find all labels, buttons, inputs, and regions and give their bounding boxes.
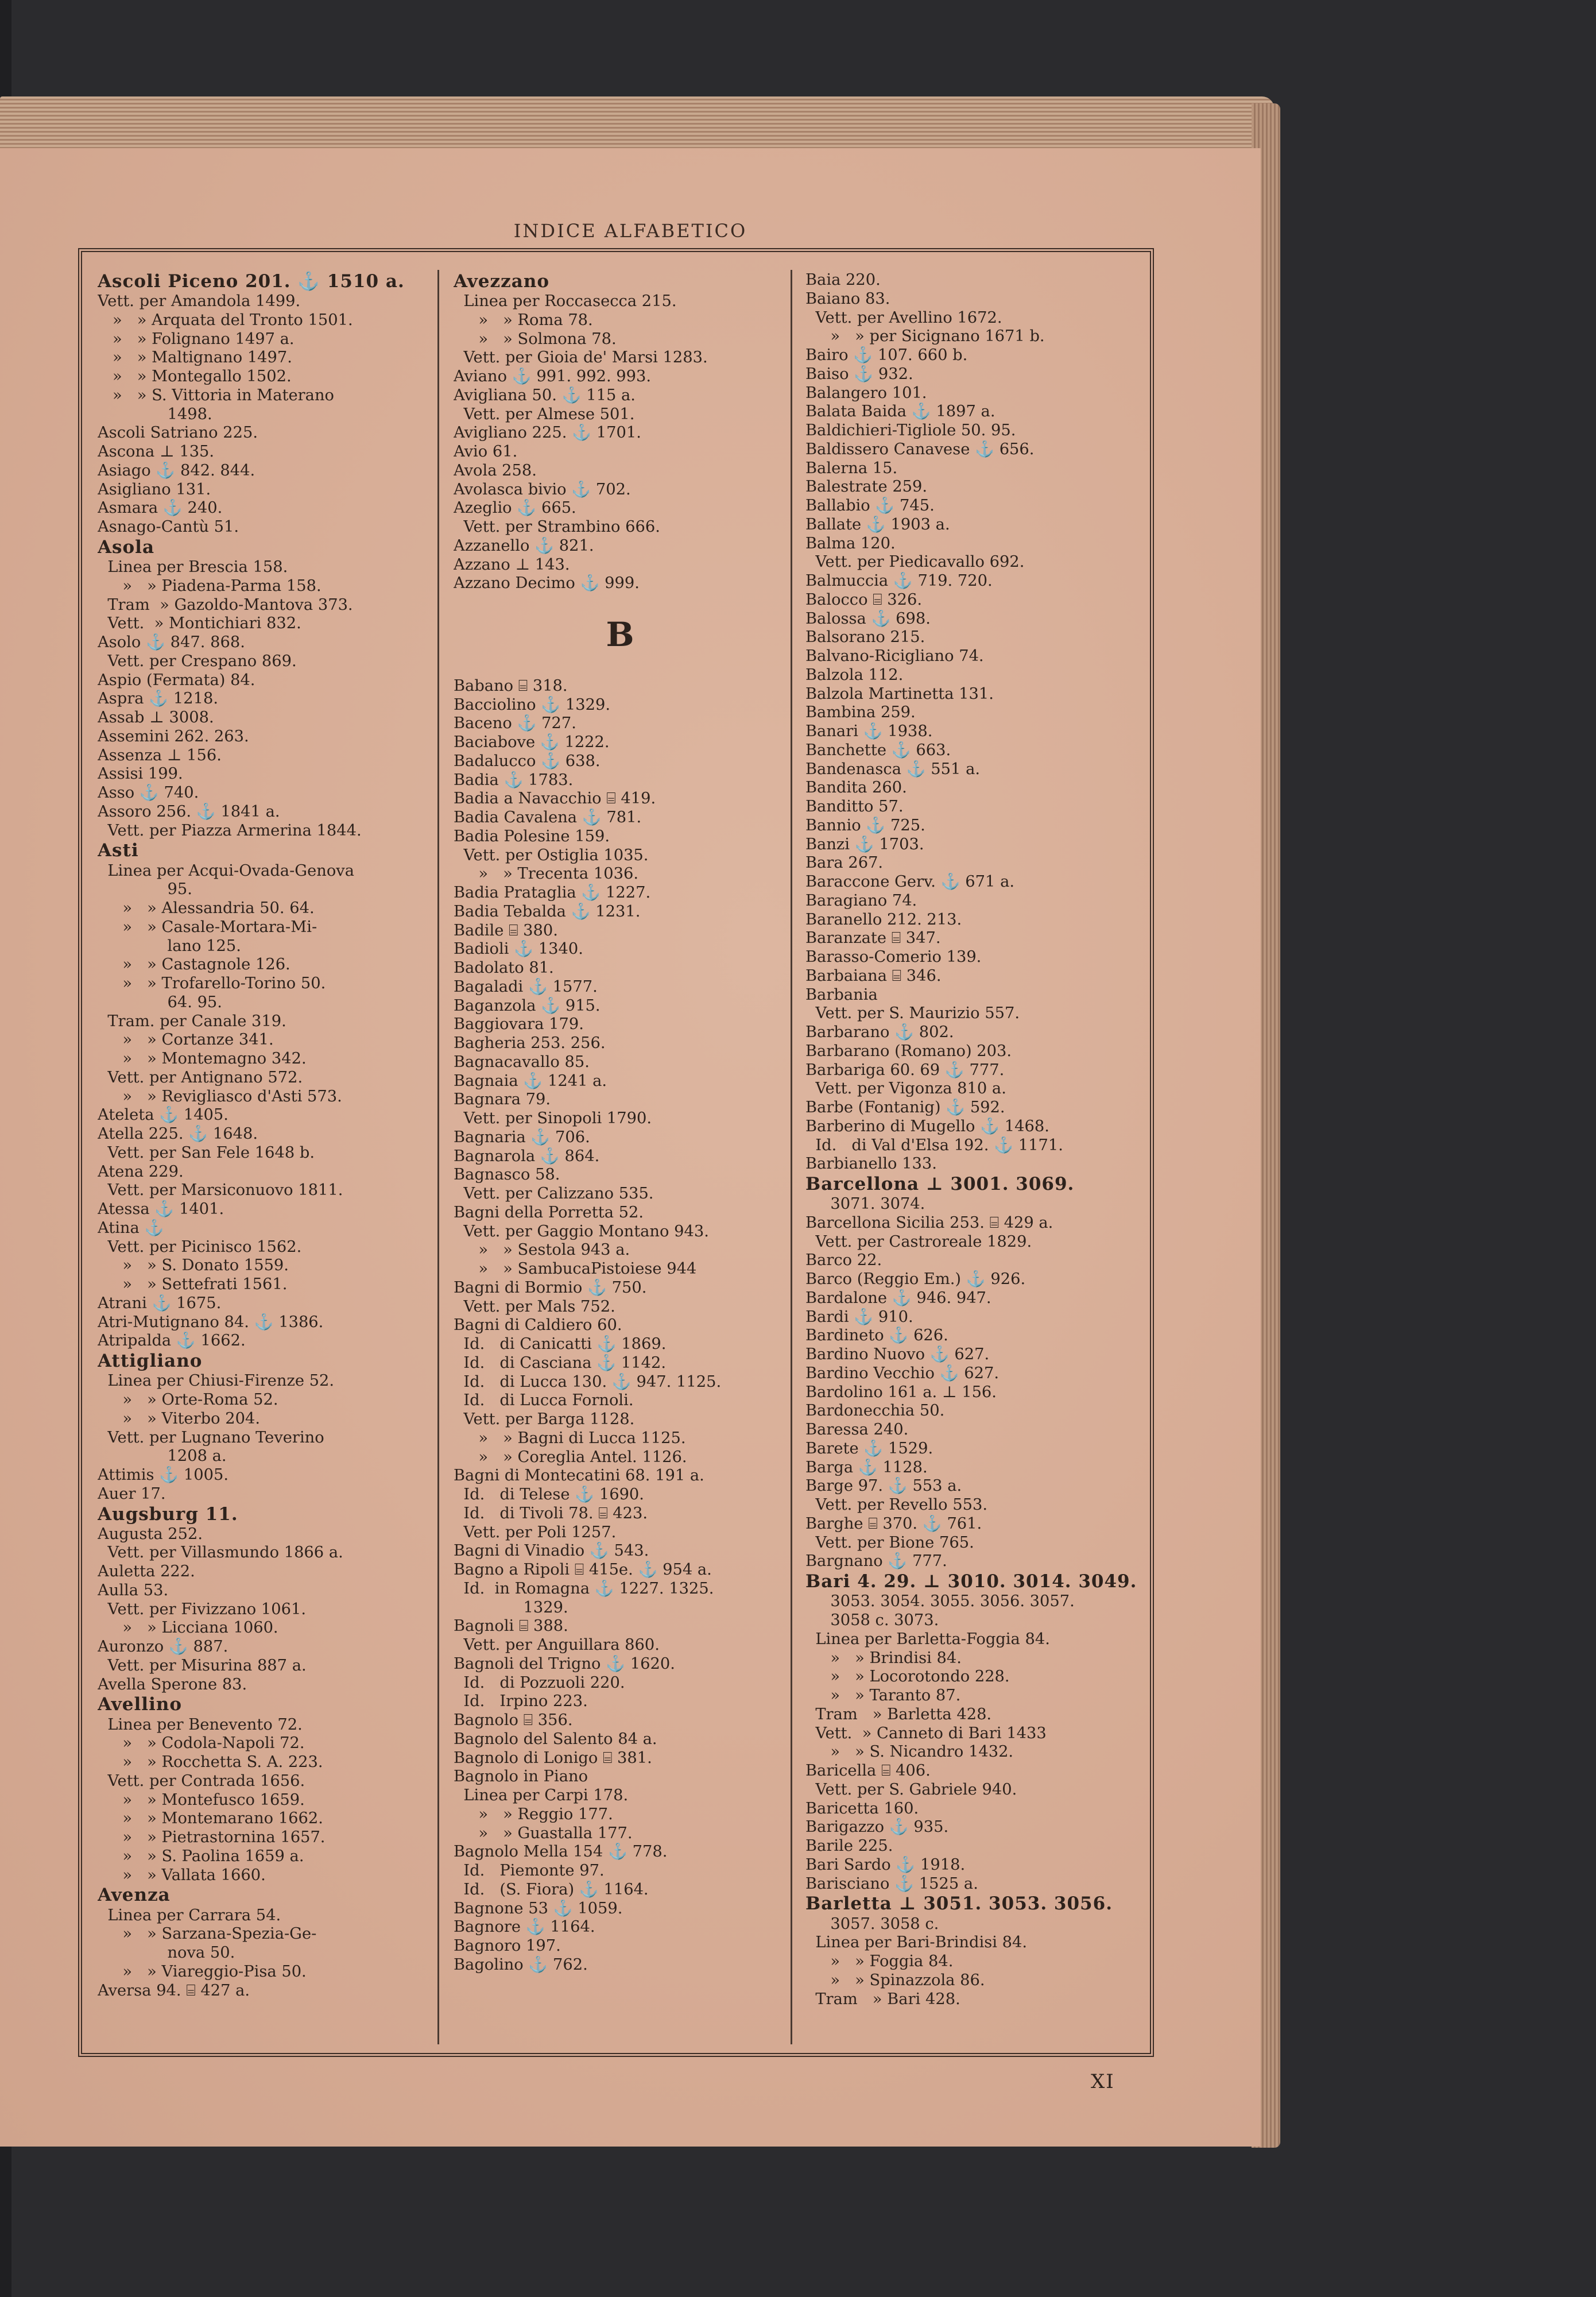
index-entry: Avigliana 50. ⚓ 115 a. bbox=[454, 386, 636, 404]
index-entry: Barbarano ⚓ 802. bbox=[805, 1023, 954, 1041]
index-entry: » » Folignano 1497 a. bbox=[98, 330, 295, 348]
index-entry: Banchette ⚓ 663. bbox=[805, 741, 951, 759]
index-entry: Vett. per Revello 553. bbox=[805, 1496, 987, 1514]
index-entry: Bardino Vecchio ⚓ 627. bbox=[805, 1364, 1000, 1382]
index-entry: Balvano-Ricigliano 74. bbox=[805, 647, 984, 665]
index-entry: Vett. per Antignano 572. bbox=[98, 1068, 303, 1086]
index-entry: Ateleta ⚓ 1405. bbox=[98, 1106, 228, 1124]
index-entry: Linea per Brescia 158. bbox=[98, 558, 288, 577]
index-entry: Avolasca bivio ⚓ 702. bbox=[454, 480, 631, 498]
index-entry: Balmuccia ⚓ 719. 720. bbox=[805, 572, 993, 590]
index-entry: » » Arquata del Tronto 1501. bbox=[98, 311, 353, 329]
index-entry: Vett. per Castroreale 1829. bbox=[805, 1232, 1032, 1251]
index-entry: Asso ⚓ 740. bbox=[98, 784, 199, 802]
index-entry: Vett. per Barga 1128. bbox=[454, 1410, 635, 1429]
index-entry: » » Montemarano 1662. bbox=[98, 1809, 323, 1828]
index-entry: Azzanello ⚓ 821. bbox=[454, 536, 594, 555]
index-entry: Atina ⚓ bbox=[98, 1219, 164, 1237]
index-entry: Assab ⊥ 3008. bbox=[98, 709, 214, 727]
index-entry: » » Viterbo 204. bbox=[98, 1409, 260, 1428]
index-entry: Barbianello 133. bbox=[805, 1155, 937, 1173]
index-entry: Id. (S. Fiora) ⚓ 1164. bbox=[454, 1880, 649, 1898]
index-entry: Bagnacavallo 85. bbox=[454, 1053, 590, 1071]
index-entry: Vett. per Picinisco 1562. bbox=[98, 1238, 302, 1256]
index-entry: Bargnano ⚓ 777. bbox=[805, 1552, 947, 1571]
index-entry: Bagni della Porretta 52. bbox=[454, 1203, 644, 1221]
column-divider bbox=[437, 270, 439, 2044]
index-entry: » » Roma 78. bbox=[454, 311, 593, 329]
index-entry: Vett. per Contrada 1656. bbox=[98, 1772, 305, 1790]
index-entry: » » Reggio 177. bbox=[454, 1805, 613, 1823]
index-entry: Aulla 53. bbox=[98, 1581, 169, 1599]
index-entry: Id. di Telese ⚓ 1690. bbox=[454, 1486, 644, 1504]
index-entry: Balsorano 215. bbox=[805, 628, 925, 647]
index-entry: Linea per Bari-Brindisi 84. bbox=[805, 1933, 1028, 1952]
index-entry: » » Bagni di Lucca 1125. bbox=[454, 1429, 686, 1447]
index-entry: Asiago ⚓ 842. 844. bbox=[98, 461, 255, 479]
index-entry: » » Codola-Napoli 72. bbox=[98, 1734, 305, 1753]
index-entry: Balangero 101. bbox=[805, 384, 927, 402]
index-headword: Barletta ⊥ 3051. 3053. 3056. bbox=[805, 1893, 1113, 1915]
index-entry: » » S. Vittoria in Materano bbox=[98, 386, 334, 404]
index-entry: Aspra ⚓ 1218. bbox=[98, 690, 219, 708]
index-entry: Barbania bbox=[805, 985, 878, 1004]
index-entry: Bardi ⚓ 910. bbox=[805, 1308, 913, 1326]
index-entry: Balestrate 259. bbox=[805, 478, 928, 496]
index-entry: Baranzate ⌸ 347. bbox=[805, 929, 941, 948]
index-entry: Baricella ⌸ 406. bbox=[805, 1762, 931, 1780]
index-entry: Atripalda ⚓ 1662. bbox=[98, 1332, 246, 1350]
index-entry: Vett. per Almese 501. bbox=[454, 405, 635, 423]
index-entry: Badia ⚓ 1783. bbox=[454, 771, 574, 789]
index-entry: Balma 120. bbox=[805, 534, 896, 552]
index-headword: Asti bbox=[98, 840, 139, 861]
index-entry: Linea per Acqui-Ovada-Genova bbox=[98, 861, 354, 880]
index-entry: » » Viareggio-Pisa 50. bbox=[98, 1962, 307, 1981]
index-entry: » » Spinazzola 86. bbox=[805, 1971, 985, 1989]
index-entry: Aspio (Fermata) 84. bbox=[98, 671, 255, 689]
index-entry: 1498. bbox=[98, 405, 212, 423]
index-entry: » » Montefusco 1659. bbox=[98, 1791, 305, 1809]
index-entry: » » Trofarello-Torino 50. bbox=[98, 975, 326, 993]
index-entry: » » Vallata 1660. bbox=[98, 1866, 266, 1884]
index-headword: Bari 4. 29. ⊥ 3010. 3014. 3049. bbox=[805, 1571, 1137, 1592]
index-entry: 3057. 3058 c. bbox=[805, 1915, 939, 1933]
index-entry: Bandenasca ⚓ 551 a. bbox=[805, 760, 981, 778]
index-entry: Vett. per Gaggio Montano 943. bbox=[454, 1222, 709, 1240]
index-entry: Bagno a Ripoli ⌸ 415e. ⚓ 954 a. bbox=[454, 1561, 712, 1579]
index-entry: Barile 225. bbox=[805, 1837, 893, 1855]
column-divider bbox=[791, 270, 792, 2044]
index-entry: Azzano ⊥ 143. bbox=[454, 555, 570, 574]
index-entry: Bardino Nuovo ⚓ 627. bbox=[805, 1345, 990, 1364]
index-entry: Attimis ⚓ 1005. bbox=[98, 1466, 229, 1484]
index-headword: Barcellona ⊥ 3001. 3069. bbox=[805, 1174, 1075, 1194]
index-entry: Bagnaia ⚓ 1241 a. bbox=[454, 1072, 607, 1090]
index-entry: Linea per Carrara 54. bbox=[98, 1906, 281, 1924]
index-entry: Babano ⌸ 318. bbox=[454, 676, 568, 695]
index-entry: Badile ⌸ 380. bbox=[454, 921, 558, 939]
index-entry: » » Brindisi 84. bbox=[805, 1649, 962, 1667]
index-headword: Asola bbox=[98, 536, 155, 558]
index-headword: Avezzano bbox=[454, 271, 550, 292]
index-headword: Augsburg 11. bbox=[98, 1503, 238, 1525]
index-entry: Bannio ⚓ 725. bbox=[805, 816, 925, 834]
index-entry: » » Trecenta 1036. bbox=[454, 865, 638, 883]
index-entry: Barigazzo ⚓ 935. bbox=[805, 1818, 949, 1836]
index-entry: Bardolino 161 a. ⊥ 156. bbox=[805, 1383, 997, 1401]
index-headword: Ascoli Piceno 201. ⚓ 1510 a. bbox=[98, 271, 405, 292]
index-entry: Bagheria 253. 256. bbox=[454, 1034, 606, 1053]
index-entry: Balocco ⌸ 326. bbox=[805, 590, 923, 609]
index-entry: Avella Sperone 83. bbox=[98, 1675, 247, 1693]
index-entry: Tram » Bari 428. bbox=[805, 1990, 960, 2008]
index-entry: Bagaladi ⚓ 1577. bbox=[454, 977, 598, 996]
index-entry: Bambina 259. bbox=[805, 703, 916, 722]
index-entry: Auletta 222. bbox=[98, 1563, 195, 1581]
index-entry: Vett. per Avellino 1672. bbox=[805, 308, 1002, 327]
index-entry: Balerna 15. bbox=[805, 459, 898, 477]
index-entry: Baranello 212. 213. bbox=[805, 910, 962, 929]
index-entry: Ascona ⊥ 135. bbox=[98, 443, 215, 461]
index-entry: » » Taranto 87. bbox=[805, 1687, 961, 1705]
index-entry: Bagnasco 58. bbox=[454, 1166, 560, 1184]
index-entry: Avigliano 225. ⚓ 1701. bbox=[454, 424, 641, 442]
index-entry: Barasso-Comerio 139. bbox=[805, 948, 982, 966]
index-entry: Tram » Barletta 428. bbox=[805, 1705, 992, 1723]
book-page-edges-top bbox=[0, 96, 1275, 154]
index-entry: » » S. Nicandro 1432. bbox=[805, 1743, 1014, 1761]
index-entry: Badia a Navacchio ⌸ 419. bbox=[454, 790, 656, 808]
index-entry: » » Cortanze 341. bbox=[98, 1031, 274, 1049]
index-entry: Azeglio ⚓ 665. bbox=[454, 499, 576, 517]
index-entry: Baggiovara 179. bbox=[454, 1015, 584, 1034]
index-entry: Ballate ⚓ 1903 a. bbox=[805, 515, 950, 533]
index-entry: Vett. per S. Gabriele 940. bbox=[805, 1780, 1017, 1799]
index-entry: Vett. » Montichiari 832. bbox=[98, 614, 301, 633]
index-entry: Baiso ⚓ 932. bbox=[805, 365, 913, 383]
index-entry: Auer 17. bbox=[98, 1484, 166, 1503]
index-entry: Vett. per Poli 1257. bbox=[454, 1523, 617, 1541]
index-entry: 3071. 3074. bbox=[805, 1195, 925, 1213]
index-entry: Id. di Val d'Elsa 192. ⚓ 1171. bbox=[805, 1136, 1063, 1154]
index-entry: Bagnoli ⌸ 388. bbox=[454, 1617, 568, 1635]
index-entry: 64. 95. bbox=[98, 993, 222, 1011]
index-entry: Vett. per Marsiconuovo 1811. bbox=[98, 1181, 343, 1200]
index-entry: Vett. per Piazza Armerina 1844. bbox=[98, 821, 362, 840]
index-entry: Baldichieri-Tigliole 50. 95. bbox=[805, 421, 1016, 439]
index-entry: Bagnarola ⚓ 864. bbox=[454, 1147, 600, 1165]
index-entry: Atri-Mutignano 84. ⚓ 1386. bbox=[98, 1313, 324, 1331]
index-entry: Linea per Barletta-Foggia 84. bbox=[805, 1630, 1050, 1648]
index-entry: Bagnolo in Piano bbox=[454, 1768, 588, 1786]
index-entry: » » Pietrastornina 1657. bbox=[98, 1828, 326, 1847]
index-entry: Id. di Casciana ⚓ 1142. bbox=[454, 1354, 667, 1372]
index-entry: Assemini 262. 263. bbox=[98, 727, 249, 745]
index-entry: Bagnaria ⚓ 706. bbox=[454, 1128, 590, 1146]
index-entry: Barbariga 60. 69 ⚓ 777. bbox=[805, 1061, 1005, 1079]
index-entry: Badioli ⚓ 1340. bbox=[454, 940, 583, 958]
index-entry: Vett. per Sinopoli 1790. bbox=[454, 1109, 652, 1128]
index-entry: » » Orte-Roma 52. bbox=[98, 1391, 278, 1409]
index-entry: Baiano 83. bbox=[805, 289, 890, 308]
index-entry: » » Casale-Mortara-Mi- bbox=[98, 918, 317, 936]
index-entry: Atella 225. ⚓ 1648. bbox=[98, 1125, 258, 1143]
index-entry: Bagnara 79. bbox=[454, 1091, 551, 1109]
index-entry: Id. di Tivoli 78. ⌸ 423. bbox=[454, 1504, 648, 1522]
index-entry: Atrani ⚓ 1675. bbox=[98, 1294, 222, 1312]
index-entry: Badia Polesine 159. bbox=[454, 827, 610, 845]
index-entry: Baressa 240. bbox=[805, 1421, 909, 1439]
index-entry: Barete ⚓ 1529. bbox=[805, 1439, 933, 1457]
index-entry: Badalucco ⚓ 638. bbox=[454, 752, 601, 770]
index-entry: Bairo ⚓ 107. 660 b. bbox=[805, 346, 968, 364]
index-entry: Vett. per Gioia de' Marsi 1283. bbox=[454, 349, 708, 367]
index-entry: 1329. bbox=[454, 1598, 568, 1617]
index-entry: Vett. per Mals 752. bbox=[454, 1297, 615, 1316]
index-entry: » » Licciana 1060. bbox=[98, 1619, 278, 1637]
index-entry: Vett. per Ostiglia 1035. bbox=[454, 846, 649, 864]
index-entry: » » S. Paolina 1659 a. bbox=[98, 1847, 304, 1865]
index-entry: Linea per Benevento 72. bbox=[98, 1715, 303, 1734]
index-entry: Bardineto ⚓ 626. bbox=[805, 1327, 948, 1345]
index-entry: Bagni di Montecatini 68. 191 a. bbox=[454, 1467, 704, 1485]
index-entry: Vett. per Strambino 666. bbox=[454, 518, 660, 536]
index-entry: Vett. per Anguillara 860. bbox=[454, 1636, 660, 1654]
index-entry: Barbe (Fontanig) ⚓ 592. bbox=[805, 1099, 1005, 1116]
index-entry: Asigliano 131. bbox=[98, 480, 211, 498]
index-entry: Badia Cavalena ⚓ 781. bbox=[454, 809, 642, 827]
index-entry: Avola 258. bbox=[454, 461, 537, 479]
index-entry: Vett. » Canneto di Bari 1433 bbox=[805, 1724, 1047, 1742]
index-entry: Vett. per Fivizzano 1061. bbox=[98, 1600, 307, 1618]
index-entry: Bagnoro 197. bbox=[454, 1937, 561, 1955]
index-entry: Bagnolo Mella 154 ⚓ 778. bbox=[454, 1843, 668, 1861]
index-headword: Avellino bbox=[98, 1694, 183, 1715]
index-headword: Avenza bbox=[98, 1885, 171, 1906]
index-entry: Avio 61. bbox=[454, 443, 518, 461]
index-entry: Tram » Gazoldo-Mantova 373. bbox=[98, 595, 353, 614]
index-entry: Id. di Lucca 130. ⚓ 947. 1125. bbox=[454, 1372, 722, 1391]
index-entry: Barghe ⌸ 370. ⚓ 761. bbox=[805, 1514, 982, 1533]
index-headword: Attigliano bbox=[98, 1351, 203, 1372]
index-entry: Bagni di Bormio ⚓ 750. bbox=[454, 1278, 647, 1297]
index-entry: Vett. per Crespano 869. bbox=[98, 652, 297, 670]
index-entry: Badolato 81. bbox=[454, 959, 554, 977]
index-entry: Bagnoli del Trigno ⚓ 1620. bbox=[454, 1654, 675, 1673]
index-column-2 bbox=[454, 271, 787, 2040]
index-entry: » » Solmona 78. bbox=[454, 330, 617, 348]
index-entry: Ballabio ⚓ 745. bbox=[805, 497, 935, 515]
page-number: XI bbox=[1091, 2070, 1115, 2093]
index-entry: Asnago-Cantù 51. bbox=[98, 518, 239, 536]
index-column-3 bbox=[805, 271, 1147, 2040]
index-entry: Bagnore ⚓ 1164. bbox=[454, 1918, 595, 1936]
index-entry: Barco (Reggio Em.) ⚓ 926. bbox=[805, 1270, 1026, 1289]
index-entry: » » Sestola 943 a. bbox=[454, 1241, 630, 1259]
index-entry: Bacciolino ⚓ 1329. bbox=[454, 695, 611, 714]
index-entry: Vett. per Bione 765. bbox=[805, 1533, 974, 1552]
index-entry: » » Montemagno 342. bbox=[98, 1050, 307, 1068]
index-entry: Bagni di Caldiero 60. bbox=[454, 1316, 622, 1335]
index-entry: Bagnone 53 ⚓ 1059. bbox=[454, 1899, 623, 1917]
index-entry: Baciabove ⚓ 1222. bbox=[454, 733, 610, 752]
index-entry: Atessa ⚓ 1401. bbox=[98, 1200, 224, 1219]
index-entry: Linea per Roccasecca 215. bbox=[454, 292, 677, 311]
index-entry: Ascoli Satriano 225. bbox=[98, 424, 258, 442]
index-entry: Baraccone Gerv. ⚓ 671 a. bbox=[805, 873, 1015, 891]
index-entry: Asmara ⚓ 240. bbox=[98, 499, 223, 517]
index-entry: Barga ⚓ 1128. bbox=[805, 1458, 928, 1476]
index-entry: Atena 229. bbox=[98, 1162, 184, 1181]
index-entry: Baganzola ⚓ 915. bbox=[454, 996, 601, 1015]
index-entry: Id. Irpino 223. bbox=[454, 1692, 588, 1711]
index-entry: Balata Baida ⚓ 1897 a. bbox=[805, 403, 995, 421]
index-entry: Balzola Martinetta 131. bbox=[805, 685, 994, 703]
index-entry: Vett. per Calizzano 535. bbox=[454, 1185, 654, 1203]
index-entry: » » SambucaPistoiese 944 bbox=[454, 1260, 697, 1278]
index-entry: » » S. Donato 1559. bbox=[98, 1256, 289, 1275]
index-entry: Aversa 94. ⌸ 427 a. bbox=[98, 1981, 250, 2000]
index-entry: Balzola 112. bbox=[805, 666, 904, 684]
index-entry: Bandita 260. bbox=[805, 779, 907, 797]
index-entry: » » Locorotondo 228. bbox=[805, 1668, 1010, 1686]
index-entry: Vett. per Villasmundo 1866 a. bbox=[98, 1544, 343, 1562]
index-entry: Baldissero Canavese ⚓ 656. bbox=[805, 440, 1035, 458]
index-entry: 3053. 3054. 3055. 3056. 3057. bbox=[805, 1592, 1075, 1611]
index-entry: Banditto 57. bbox=[805, 798, 904, 815]
index-entry: » » Settefrati 1561. bbox=[98, 1275, 288, 1294]
index-entry: Vett. per Vigonza 810 a. bbox=[805, 1080, 1006, 1098]
index-entry: Tram. per Canale 319. bbox=[98, 1012, 286, 1030]
index-entry: lano 125. bbox=[98, 937, 241, 955]
index-entry: Linea per Carpi 178. bbox=[454, 1786, 629, 1805]
index-entry: 95. bbox=[98, 880, 192, 899]
index-entry: Banari ⚓ 1938. bbox=[805, 722, 933, 740]
index-entry: Id. Piemonte 97. bbox=[454, 1862, 605, 1880]
index-entry: Barcellona Sicilia 253. ⌸ 429 a. bbox=[805, 1213, 1053, 1232]
index-entry: Vett. per S. Maurizio 557. bbox=[805, 1004, 1020, 1023]
index-entry: » » Coreglia Antel. 1126. bbox=[454, 1448, 687, 1466]
index-entry: Vett. per Piedicavallo 692. bbox=[805, 553, 1025, 571]
index-entry: Azzano Decimo ⚓ 999. bbox=[454, 574, 640, 593]
index-entry: » » per Sicignano 1671 b. bbox=[805, 327, 1045, 346]
index-entry: Baia 220. bbox=[805, 271, 881, 289]
index-entry: Id. di Pozzuoli 220. bbox=[454, 1673, 625, 1692]
index-entry: Barbarano (Romano) 203. bbox=[805, 1042, 1012, 1060]
index-entry: Asolo ⚓ 847. 868. bbox=[98, 633, 245, 652]
index-entry: 1208 a. bbox=[98, 1447, 227, 1465]
index-entry: Assisi 199. bbox=[98, 765, 183, 783]
index-entry: Bagnolo ⌸ 356. bbox=[454, 1711, 573, 1730]
index-entry: Augusta 252. bbox=[98, 1525, 203, 1543]
index-entry: Bardalone ⚓ 946. 947. bbox=[805, 1289, 991, 1307]
index-entry: Vett. per Lugnano Teverino bbox=[98, 1428, 324, 1447]
index-entry: Baricetta 160. bbox=[805, 1799, 919, 1818]
index-entry: Bagolino ⚓ 762. bbox=[454, 1955, 588, 1974]
index-column-1 bbox=[98, 271, 433, 2040]
index-entry: Aviano ⚓ 991. 992. 993. bbox=[454, 368, 652, 386]
index-entry: Id. di Lucca Fornoli. bbox=[454, 1391, 634, 1410]
index-entry: » » Montegallo 1502. bbox=[98, 368, 292, 386]
index-entry: Auronzo ⚓ 887. bbox=[98, 1638, 228, 1656]
index-entry: Bagnolo del Salento 84 a. bbox=[454, 1730, 657, 1748]
index-entry: » » Maltignano 1497. bbox=[98, 349, 292, 367]
index-entry: Vett. per Misurina 887 a. bbox=[98, 1656, 307, 1675]
index-entry: Bagnolo di Lonigo ⌸ 381. bbox=[454, 1749, 652, 1767]
index-entry: Banzi ⚓ 1703. bbox=[805, 835, 924, 853]
index-entry: » » Piadena-Parma 158. bbox=[98, 577, 321, 595]
index-entry: » » Foggia 84. bbox=[805, 1952, 954, 1971]
index-entry: 3058 c. 3073. bbox=[805, 1611, 939, 1630]
index-entry: Baragiano 74. bbox=[805, 891, 917, 910]
index-entry: Barisciano ⚓ 1525 a. bbox=[805, 1874, 978, 1893]
index-entry: » » Revigliasco d'Asti 573. bbox=[98, 1087, 342, 1105]
index-entry: Bara 267. bbox=[805, 854, 884, 872]
index-entry: Vett. per San Fele 1648 b. bbox=[98, 1143, 315, 1162]
running-title: INDICE ALFABETICO bbox=[513, 220, 747, 242]
index-entry: Linea per Chiusi-Firenze 52. bbox=[98, 1372, 335, 1390]
index-entry: Badia Prataglia ⚓ 1227. bbox=[454, 884, 651, 902]
section-letter: B bbox=[606, 615, 634, 655]
index-entry: » » Rocchetta S. A. 223. bbox=[98, 1753, 323, 1772]
index-entry: Barge 97. ⚓ 553 a. bbox=[805, 1477, 962, 1495]
index-entry: Baceno ⚓ 727. bbox=[454, 714, 576, 733]
index-entry: » » Guastalla 177. bbox=[454, 1824, 633, 1842]
index-entry: Id. di Canicatti ⚓ 1869. bbox=[454, 1335, 667, 1354]
index-entry: Barberino di Mugello ⚓ 1468. bbox=[805, 1117, 1049, 1135]
index-entry: Bardonecchia 50. bbox=[805, 1402, 945, 1420]
index-entry: Vett. per Amandola 1499. bbox=[98, 292, 301, 311]
index-entry: Assenza ⊥ 156. bbox=[98, 746, 222, 764]
index-entry: » » Alessandria 50. 64. bbox=[98, 899, 315, 918]
index-entry: Badia Tebalda ⚓ 1231. bbox=[454, 902, 641, 921]
index-entry: Id. in Romagna ⚓ 1227. 1325. bbox=[454, 1579, 714, 1598]
index-entry: » » Castagnole 126. bbox=[98, 956, 290, 974]
index-entry: Balossa ⚓ 698. bbox=[805, 609, 931, 628]
index-entry: nova 50. bbox=[98, 1944, 235, 1962]
index-entry: Barbaiana ⌸ 346. bbox=[805, 966, 942, 985]
index-entry: Barco 22. bbox=[805, 1251, 882, 1270]
index-entry: Bari Sardo ⚓ 1918. bbox=[805, 1855, 966, 1874]
index-entry: Assoro 256. ⚓ 1841 a. bbox=[98, 802, 280, 821]
index-entry: » » Sarzana-Spezia-Ge- bbox=[98, 1925, 317, 1943]
index-entry: Bagni di Vinadio ⚓ 543. bbox=[454, 1542, 649, 1560]
